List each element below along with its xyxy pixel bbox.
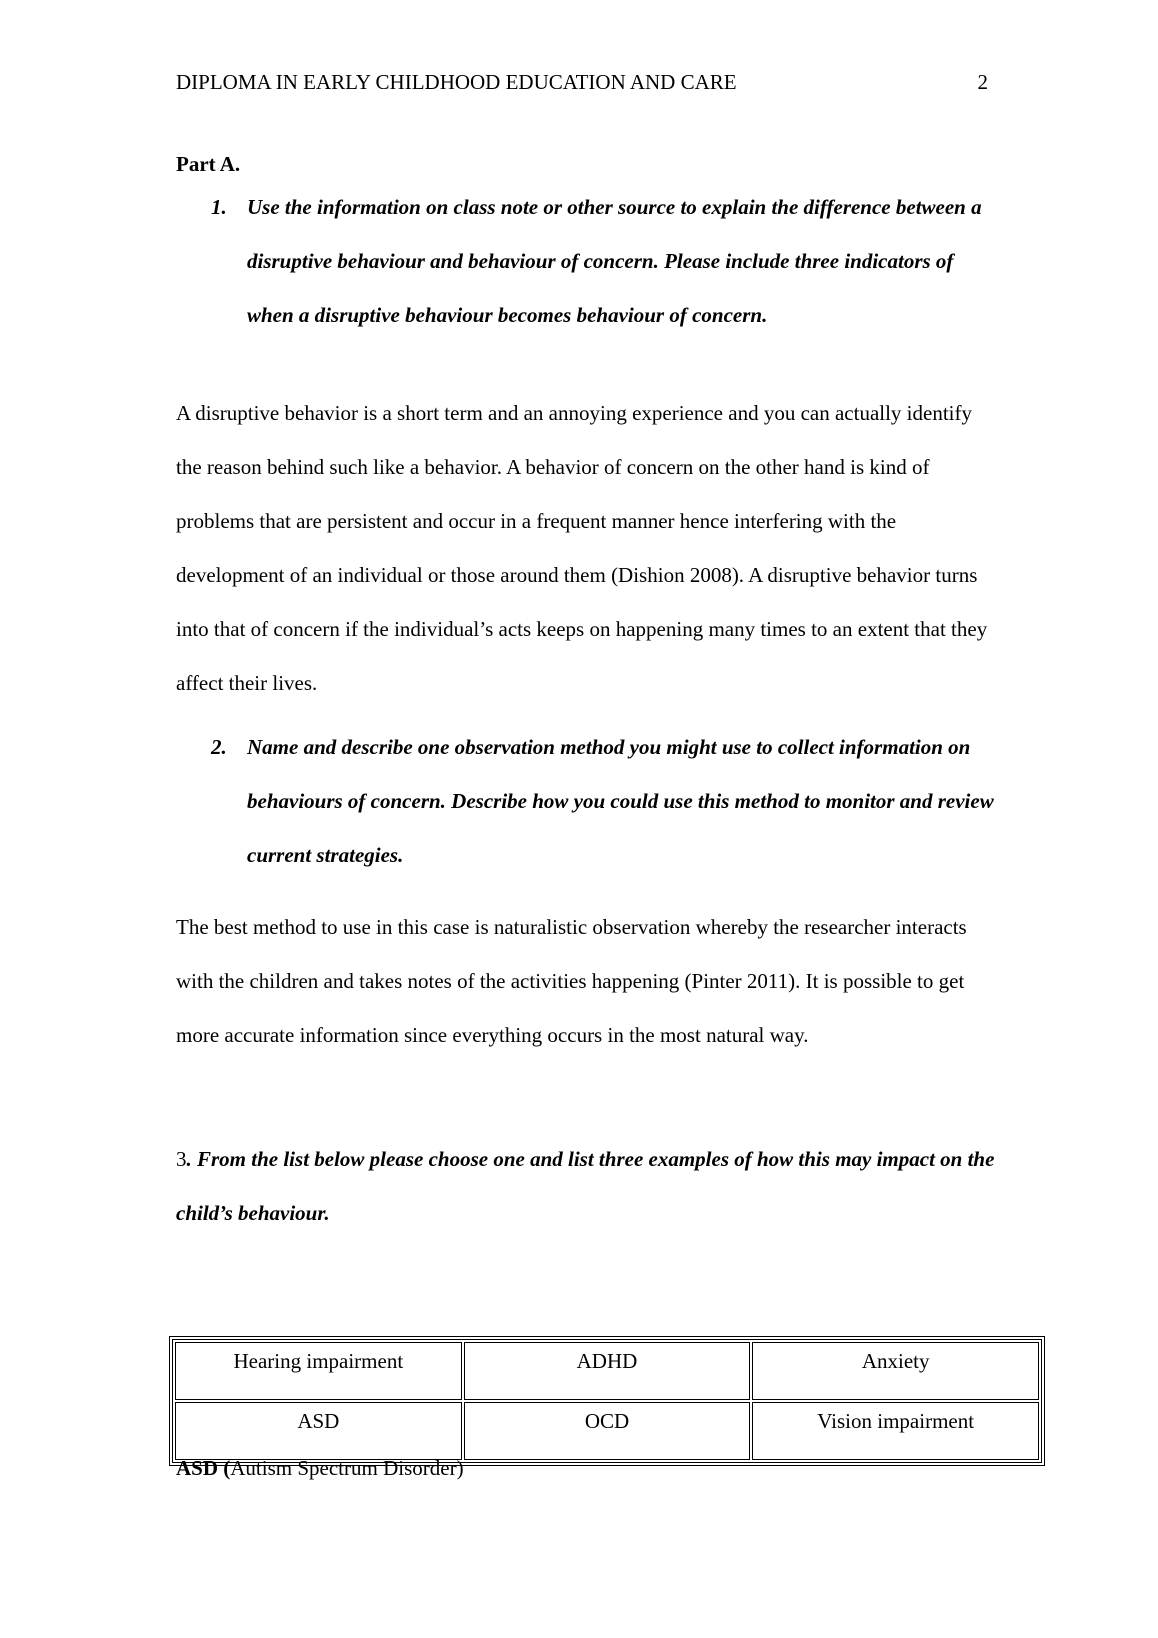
question-3 [176, 1132, 996, 1240]
question-2 [176, 720, 996, 882]
question-1-text: Use the information on class note or other source to explain the difference between a disruptive behaviour and behaviour of concern. Please include three indicators of when a disruptive behaviour becomes behaviour of concern. [247, 195, 982, 327]
table-cell: Hearing impairment [175, 1342, 462, 1400]
asd-heading-bold: ASD ( [176, 1456, 231, 1480]
part-heading: Part A. [176, 152, 241, 176]
table-cell: Vision impairment [752, 1402, 1039, 1460]
question-2-text: Name and describe one observation method you might use to collect information on behaviours of concern. Describe how you could use this method to monitor and review current strategies. [247, 735, 994, 867]
table-cell: OCD [464, 1402, 751, 1460]
running-header [176, 68, 988, 96]
table-row [175, 1402, 1039, 1460]
table-cell: ASD [175, 1402, 462, 1460]
question-2-number: 2. [211, 735, 227, 759]
question-3-text: . From the list below please choose one and list three examples of how this may impact on the child’s behaviour. [176, 1147, 995, 1225]
asd-heading [176, 1454, 464, 1482]
asd-heading-rest: Autism Spectrum Disorder) [230, 1456, 464, 1480]
table-row [175, 1342, 1039, 1400]
question-3-number: 3 [176, 1147, 187, 1171]
condition-choices-table [172, 1339, 1042, 1463]
running-title: DIPLOMA IN EARLY CHILDHOOD EDUCATION AND CARE [176, 70, 737, 94]
answer-2: The best method to use in this case is naturalistic observation whereby the researcher interacts with the children and takes notes of the activities happening (Pinter 2011). It is possible to get more accurate information since everything occurs in the most natural way. [176, 915, 967, 1047]
answer-1: A disruptive behavior is a short term and an annoying experience and you can actually identify the reason behind such like a behavior. A behavior of concern on the other hand is kind of problems that are persistent and occur in a frequent manner hence interfering with the development of an individual or those around them (Dishion 2008). A disruptive behavior turns into that of concern if the individual’s acts keeps on happening many times to an extent that they affect their lives. [176, 401, 988, 695]
question-1-number: 1. [211, 195, 227, 219]
question-1 [176, 180, 996, 342]
page-number: 2 [977, 70, 988, 94]
table-cell: ADHD [464, 1342, 751, 1400]
table-cell: Anxiety [752, 1342, 1039, 1400]
